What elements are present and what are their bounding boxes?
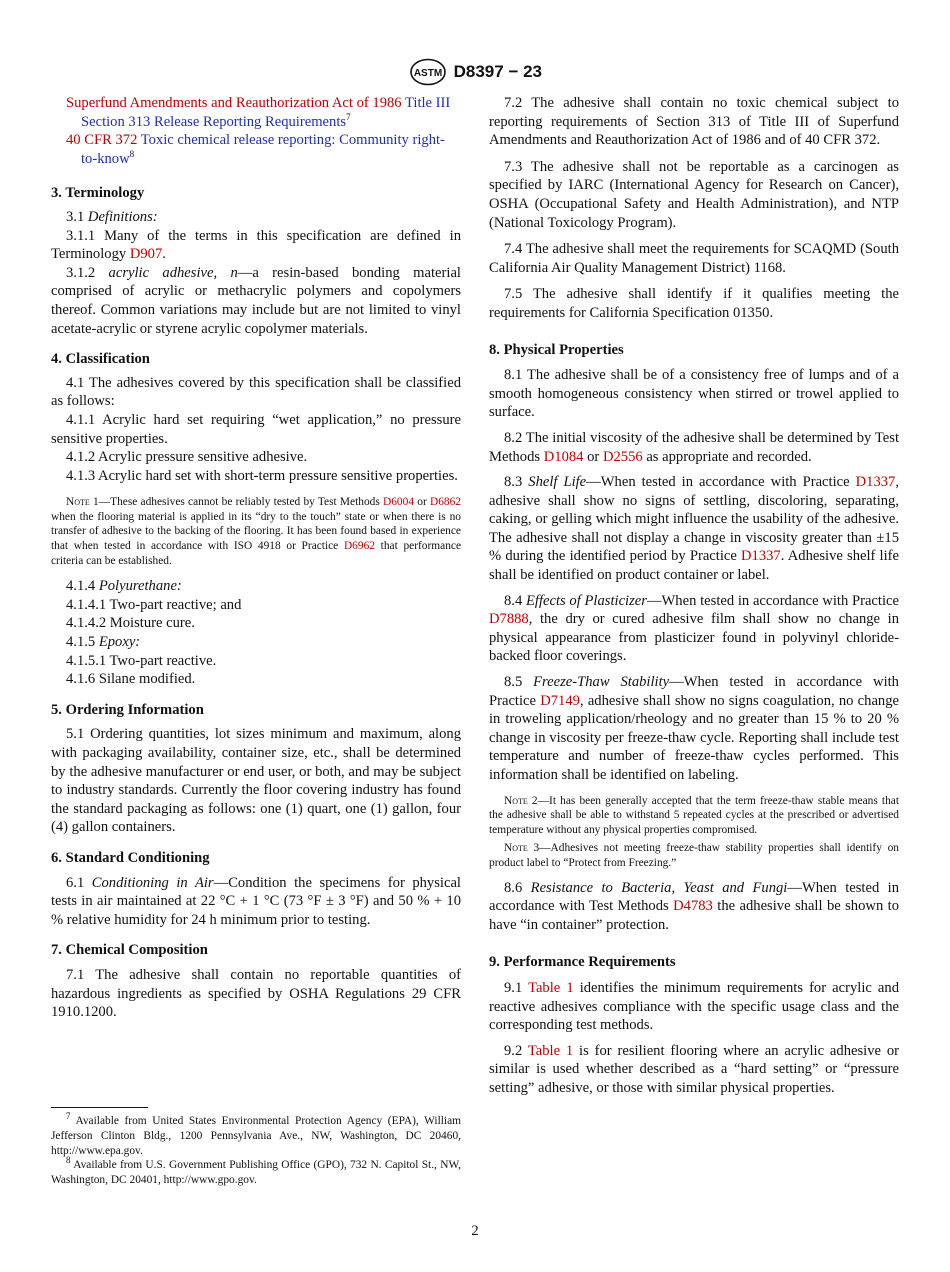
paragraph-4-1-5-1: 4.1.5.1 Two-part reactive. xyxy=(66,652,217,669)
note-1: Note 1—These adhesives cannot be reliably tested by Test Methods D6004 or D6862 when the flooring material is applied in its “dry to the touch” state or when there is no transfer of adhesive to the backing of the flooring. It has been found based in experience that when tested in accordance with ISO 4918 or Practice D6962 that performance criteria can be established. xyxy=(51,496,461,567)
paragraph-4-1-6: 4.1.6 Silane modified. xyxy=(66,671,196,688)
note-2: Note 2—It has been generally accepted that the term freeze-thaw stable means that the adhesive shall be able to withstand 5 repeated cycles at the prescribed or advertised temperature without any physical properties compromised. xyxy=(489,794,899,836)
footnote-marker: 8 xyxy=(129,148,135,159)
page-header xyxy=(0,58,950,86)
reference-code[interactable]: 40 CFR 372 xyxy=(66,132,138,149)
link-d6862[interactable]: D6862 xyxy=(429,496,461,509)
reference-superfund xyxy=(51,94,461,131)
page-number: 2 xyxy=(471,1223,479,1239)
astm-logo-icon xyxy=(408,58,448,86)
reference-title[interactable]: Toxic chemical release reporting: Community right-to-know xyxy=(81,132,445,167)
paragraph-4-1-4-1: 4.1.4.1 Two-part reactive; and xyxy=(66,596,242,613)
link-d6962[interactable]: D6962 xyxy=(343,540,375,553)
paragraph-8-6: 8.6 Resistance to Bacteria, Yeast and Fungi—When tested in accordance with Test Methods D4783 the adhesive shall be shown to have “in container” protection. xyxy=(489,879,899,933)
link-table-1[interactable]: Table 1 xyxy=(527,1042,574,1059)
section-heading-classification: 4. Classification xyxy=(51,351,150,368)
paragraph-4-1: 4.1 The adhesives covered by this specification shall be classified as follows: xyxy=(51,374,461,410)
paragraph-5-1: 5.1 Ordering quantities, lot sizes minimum and maximum, along with packaging availability, container size, etc., shall be determined by the adhesive manufacturer or end user, or both, and may be subject to industry standards. Currently the floor covering industry has found the standard packaging as follows: one (1) quart, one (1) gallon, four (4) gallon containers. xyxy=(51,726,461,836)
paragraph-7-4: 7.4 The adhesive shall meet the requirements for SCAQMD (South California Air Quality Management District) 1168. xyxy=(489,241,899,276)
reference-code[interactable]: Superfund Amendments and Reauthorization Act of 1986 xyxy=(66,95,402,111)
link-table-1[interactable]: Table 1 xyxy=(528,979,574,996)
paragraph-8-5: 8.5 Freeze-Thaw Stability—When tested in accordance with Practice D7149, adhesive shall show no signs coagulation, no change in troweling application/rheology and no greater than 15 % to 20 % change in viscosity per freeze-thaw cycle. Reporting shall include test temperature and number of freeze-thaw cycles performed. This information shall be identified on labeling. xyxy=(489,674,899,783)
link-d907[interactable]: D907 xyxy=(129,246,163,263)
link-d2556[interactable]: D2556 xyxy=(602,448,643,465)
paragraph-9-2: 9.2 Table 1 is for resilient flooring where an acrylic adhesive or similar is used whether described as a “hard setting” or “pressure setting” adhesive, or those with similar physical properties. xyxy=(489,1042,899,1096)
footnote-7: $^7$ Available from United States Environmental Protection Agency (EPA), William Jefferson Clinton Bldg., 1200 Pennsylvania Ave., NW, Washington, DC 20460, http://www.epa.gov. xyxy=(51,1111,461,1157)
paragraph-7-5: 7.5 The adhesive shall identify if it qualifies meeting the requirements for California Specification 01350. xyxy=(489,286,899,321)
reference-40cfr372 xyxy=(51,131,461,168)
paragraph-4-1-4-2: 4.1.4.2 Moisture cure. xyxy=(66,615,195,632)
paragraph-4-1-3: 4.1.3 Acrylic hard set with short-term pressure sensitive properties. xyxy=(66,467,458,484)
paragraph-3-1: 3.1 Definitions: xyxy=(66,208,158,225)
paragraph-3-1-1: 3.1.1 Many of the terms in this specification are defined in Terminology D907. xyxy=(51,227,461,263)
paragraph-7-1: 7.1 The adhesive shall contain no reportable quantities of hazardous ingredients as specified by OSHA Regulations 29 CFR 1910.1200. xyxy=(51,966,461,1021)
astm-logo-text: ASTM xyxy=(413,68,443,79)
paragraph-7-2: 7.2 The adhesive shall contain no toxic chemical subject to reporting requirements of Section 313 of Title III of Superfund Amendments and Reauthorization Act of 1986 and of 40 CFR 372. xyxy=(489,95,899,149)
link-d1337[interactable]: D1337 xyxy=(741,548,781,565)
section-heading-performance-requirements: 9. Performance Requirements xyxy=(489,954,676,971)
link-d6004[interactable]: D6004 xyxy=(383,496,415,509)
paragraph-8-3: 8.3 Shelf Life—When tested in accordance with Practice D1337, adhesive shall show no signs of settling, discoloring, separating, caking, or gelling which might influence the usability of the adhesive. The adhesive shall not display a change in viscosity greater than ±15 % during the identified period by Practice D1337. Adhesive shelf life shall be identified on product container or label. xyxy=(489,474,899,584)
paragraph-8-2: 8.2 The initial viscosity of the adhesive shall be determined by Test Methods D1084 or D2556 as appropriate and recorded. xyxy=(489,429,899,465)
reference-title[interactable]: Title III Section 313 Release Reporting Requirements xyxy=(81,95,451,130)
footnote-rule xyxy=(51,1107,148,1108)
section-heading-ordering-information: 5. Ordering Information xyxy=(51,701,204,718)
footnotes xyxy=(51,1107,461,1188)
paragraph-6-1: 6.1 Conditioning in Air—Condition the specimens for physical tests in air maintained at 22 °C + 1 °C (73 °F ± 3 °F) and 50 % + 10 % relative humidity for 24 h minimum prior to testing. xyxy=(51,874,461,928)
paragraph-9-1: 9.1 Table 1 identifies the minimum requirements for acrylic and reactive adhesives compliance with the specific usage class and the corresponding test methods. xyxy=(489,979,899,1034)
paragraph-7-3: 7.3 The adhesive shall not be reportable as a carcinogen as specified by IARC (International Agency for Research on Cancer), OSHA (Occupational Safety and Health Administration), and NTP (National Toxicology Program). xyxy=(489,158,899,231)
link-d4783[interactable]: D4783 xyxy=(673,898,713,915)
footnote-marker: 7 xyxy=(346,111,351,122)
paragraph-3-1-2: 3.1.2 acrylic adhesive, n—a resin-based bonding material comprised of acrylic or methacrylic polymers and copolymers thereof. Common variations may include but are not limited to vinyl acetate-acrylic or styrene acrylic copolymer materials. xyxy=(51,264,461,337)
section-heading-terminology: 3. Terminology xyxy=(51,185,145,202)
link-d1337[interactable]: D1337 xyxy=(855,474,896,491)
link-d7888[interactable]: D7888 xyxy=(489,611,529,628)
note-3: Note 3—Adhesives not meeting freeze-thaw stability properties shall identify on product label to “Protect from Freezing.” xyxy=(489,842,899,869)
paragraph-4-1-1: 4.1.1 Acrylic hard set requiring “wet application,” no pressure sensitive properties. xyxy=(51,411,461,447)
paragraph-4-1-2: 4.1.2 Acrylic pressure sensitive adhesive. xyxy=(66,449,308,466)
paragraph-4-1-5: 4.1.5 Epoxy: xyxy=(66,634,141,651)
link-d1084[interactable]: D1084 xyxy=(543,448,584,465)
paragraph-8-1: 8.1 The adhesive shall be of a consistency free of lumps and of a smooth homogeneous consistency when stirred or trowel applied to surface. xyxy=(489,367,899,421)
section-heading-chemical-composition: 7. Chemical Composition xyxy=(51,942,208,959)
right-column xyxy=(489,94,899,1098)
paragraph-4-1-4: 4.1.4 Polyurethane: xyxy=(66,578,182,595)
paragraph-8-4: 8.4 Effects of Plasticizer—When tested in accordance with Practice D7888, the dry or cured adhesive film shall show no change in physical appearance from plasticizer found in polyvinyl chloride-backed floor coverings. xyxy=(489,592,899,665)
left-column xyxy=(51,94,461,1022)
link-d7149[interactable]: D7149 xyxy=(540,692,580,709)
standard-designation: D8397 − 23 xyxy=(453,61,543,81)
section-heading-physical-properties: 8. Physical Properties xyxy=(489,341,624,358)
footnote-8: $^8$ Available from U.S. Government Publishing Office (GPO), 732 N. Capitol St., NW, Washington, DC 20401, http://www.gpo.gov. xyxy=(51,1155,461,1187)
section-heading-standard-conditioning: 6. Standard Conditioning xyxy=(51,849,210,866)
